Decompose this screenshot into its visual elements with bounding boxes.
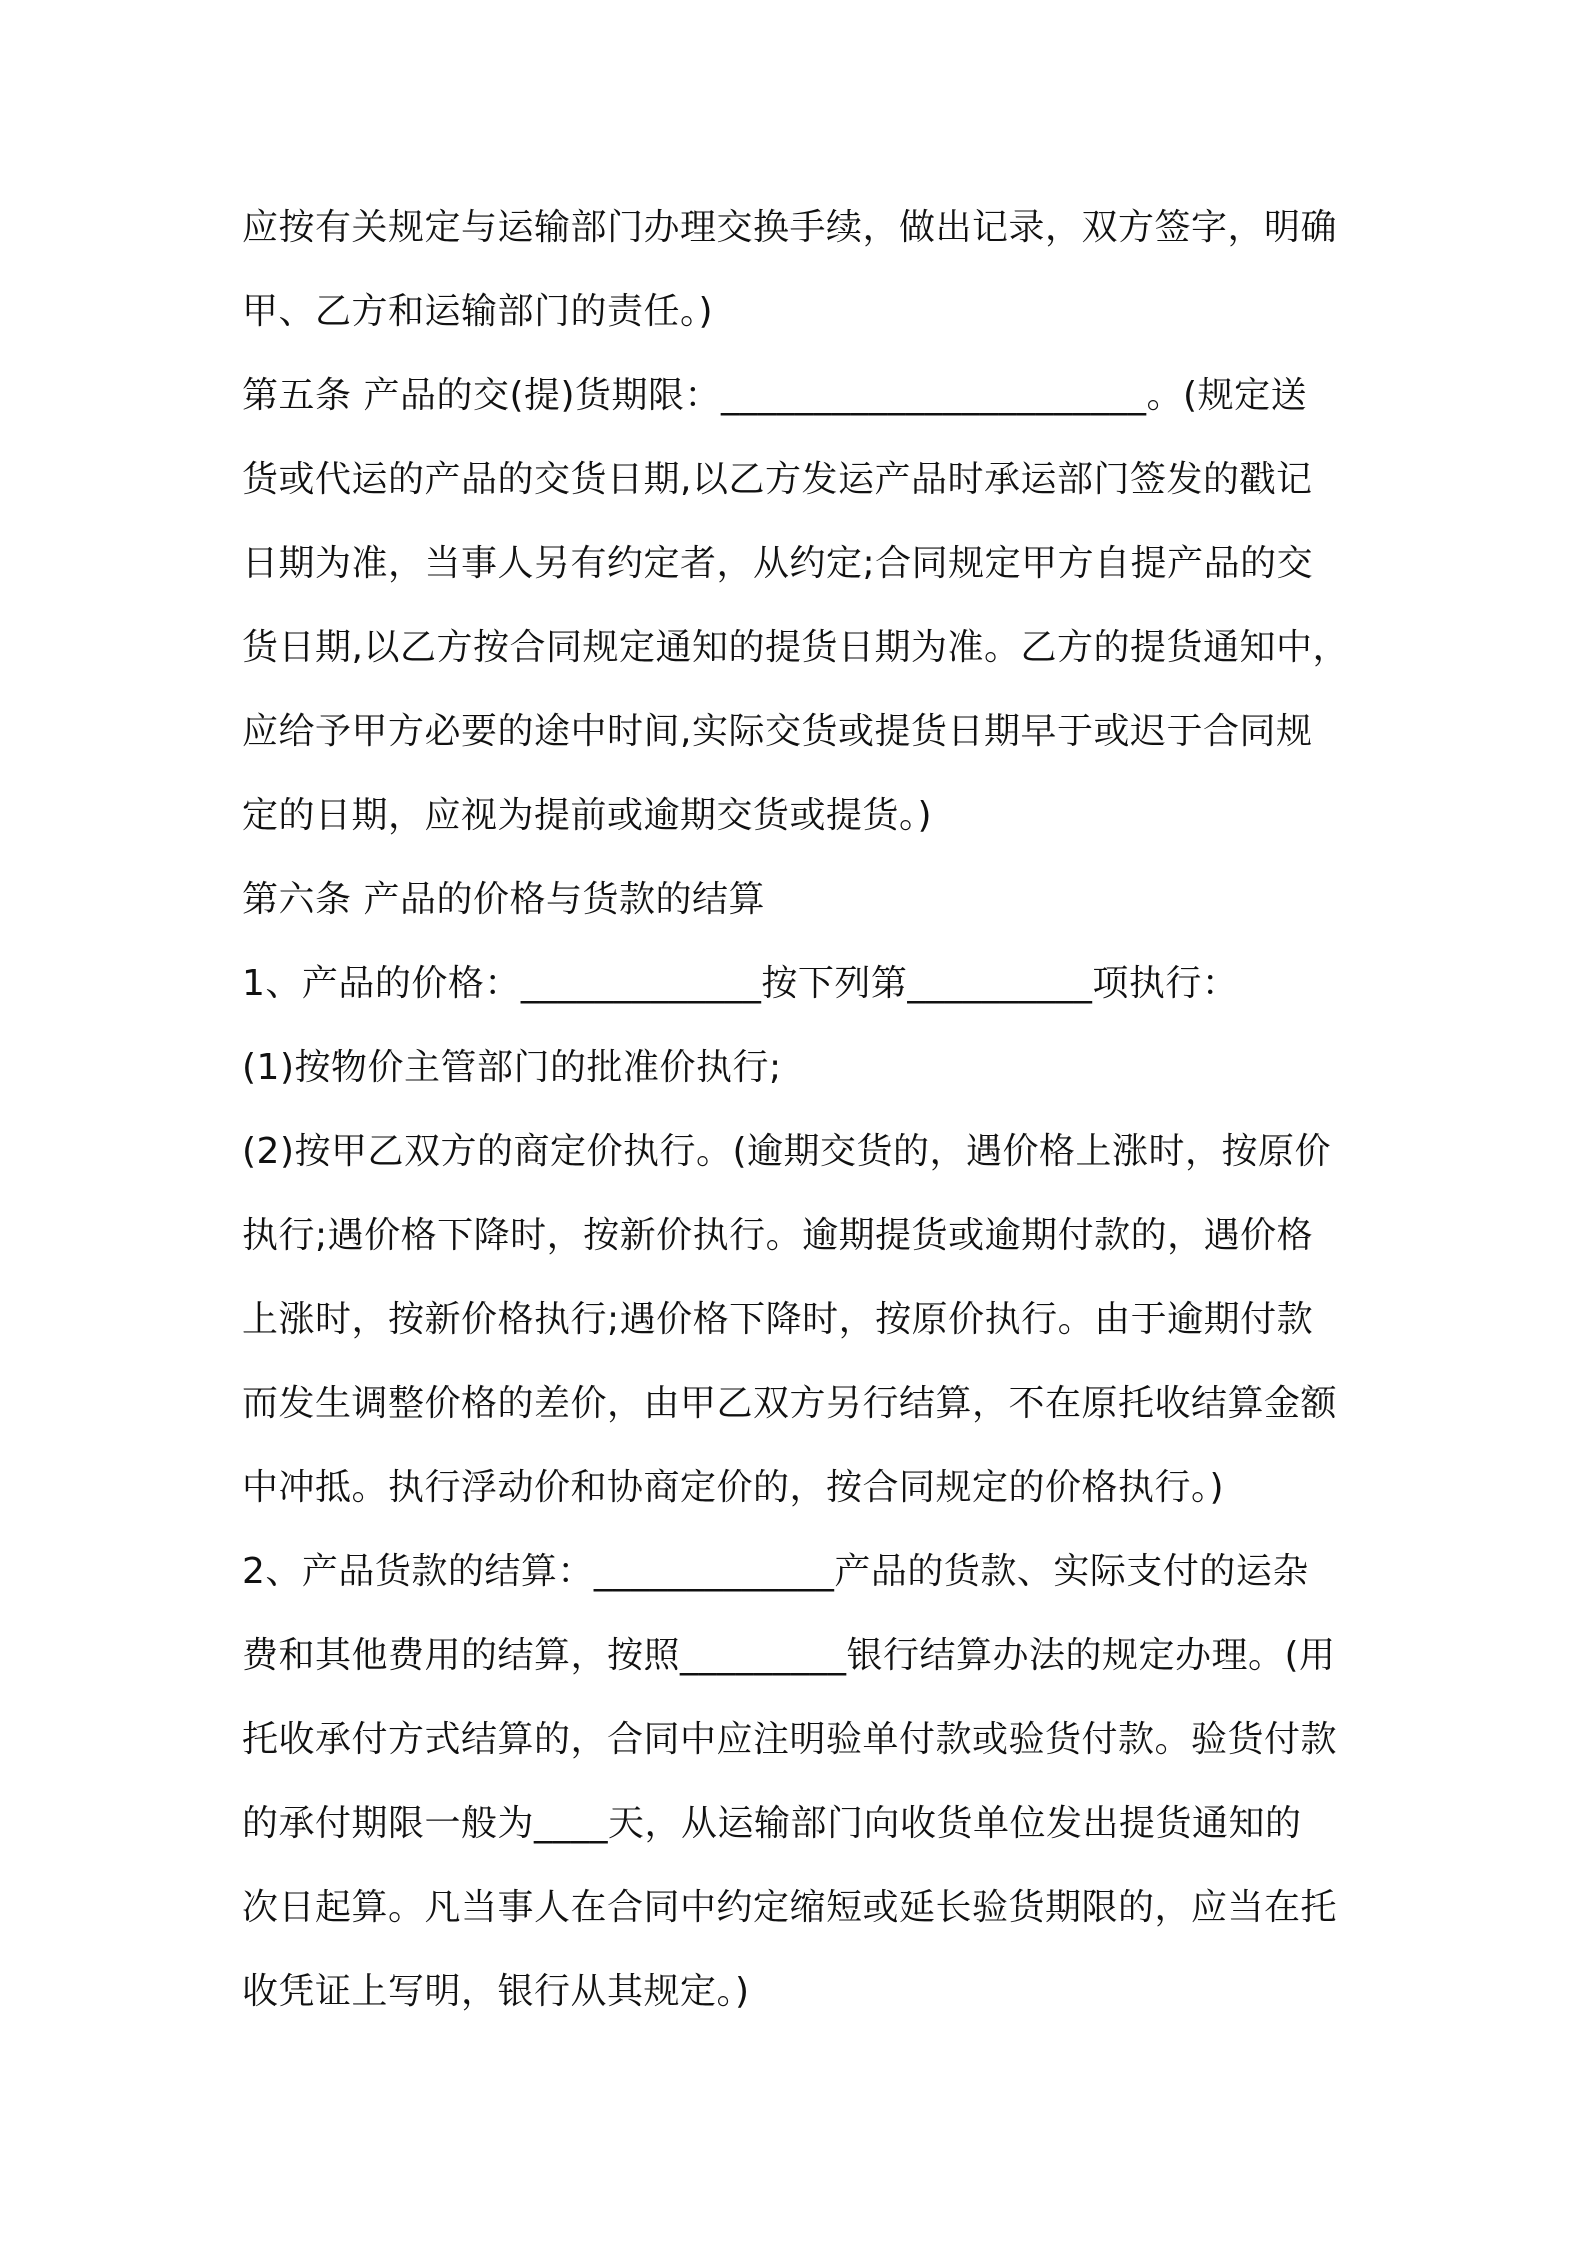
section-heading: 第六条 产品的价格与货款的结算 [242,879,765,920]
text-line: 货日期,以乙方按合同规定通知的提货日期为准。乙方的提货通知中， [242,627,1349,668]
text-line: 执行;遇价格下降时，按新价执行。逾期提货或逾期付款的，遇价格 [242,1215,1314,1256]
text-line: 甲、乙方和运输部门的责任。) [242,291,714,332]
text-line: 收凭证上写明，银行从其规定。) [242,1971,750,2012]
text-line: 上涨时，按新价格执行;遇价格下降时，按原价执行。由于逾期付款 [242,1299,1314,1340]
text-line: 应按有关规定与运输部门办理交换手续，做出记录，双方签字，明确 [242,207,1338,248]
text-line: 次日起算。凡当事人在合同中约定缩短或延长验货期限的，应当在托 [242,1887,1338,1928]
text-line: 定的日期，应视为提前或逾期交货或提货。) [242,795,933,836]
text-line: 中冲抵。执行浮动价和协商定价的，按合同规定的价格执行。) [242,1467,1225,1508]
text-line: (2)按甲乙双方的商定价执行。(逾期交货的，遇价格上涨时，按原价 [242,1131,1332,1172]
text-line: 货或代运的产品的交货日期,以乙方发运产品时承运部门签发的戳记 [242,459,1313,500]
text-line: 1、产品的价格：_____________按下列第__________项执行： [242,963,1239,1004]
text-line: 而发生调整价格的差价，由甲乙双方另行结算，不在原托收结算金额 [242,1383,1338,1424]
text-line: 日期为准，当事人另有约定者，从约定;合同规定甲方自提产品的交 [242,543,1314,584]
text-line: 应给予甲方必要的途中时间,实际交货或提货日期早于或迟于合同规 [242,711,1313,752]
text-line: (1)按物价主管部门的批准价执行; [242,1047,782,1088]
text-line: 第五条 产品的交(提)货期限：_______________________。(规定送 [242,375,1308,416]
text-line: 2、产品货款的结算：_____________产品的货款、实际支付的运杂 [242,1551,1309,1592]
text-line: 的承付期限一般为____天，从运输部门向收货单位发出提货通知的 [242,1803,1302,1844]
text-line: 费和其他费用的结算，按照_________银行结算办法的规定办理。(用 [242,1635,1336,1676]
text-line: 托收承付方式结算的，合同中应注明验单付款或验货付款。验货付款 [242,1719,1338,1760]
